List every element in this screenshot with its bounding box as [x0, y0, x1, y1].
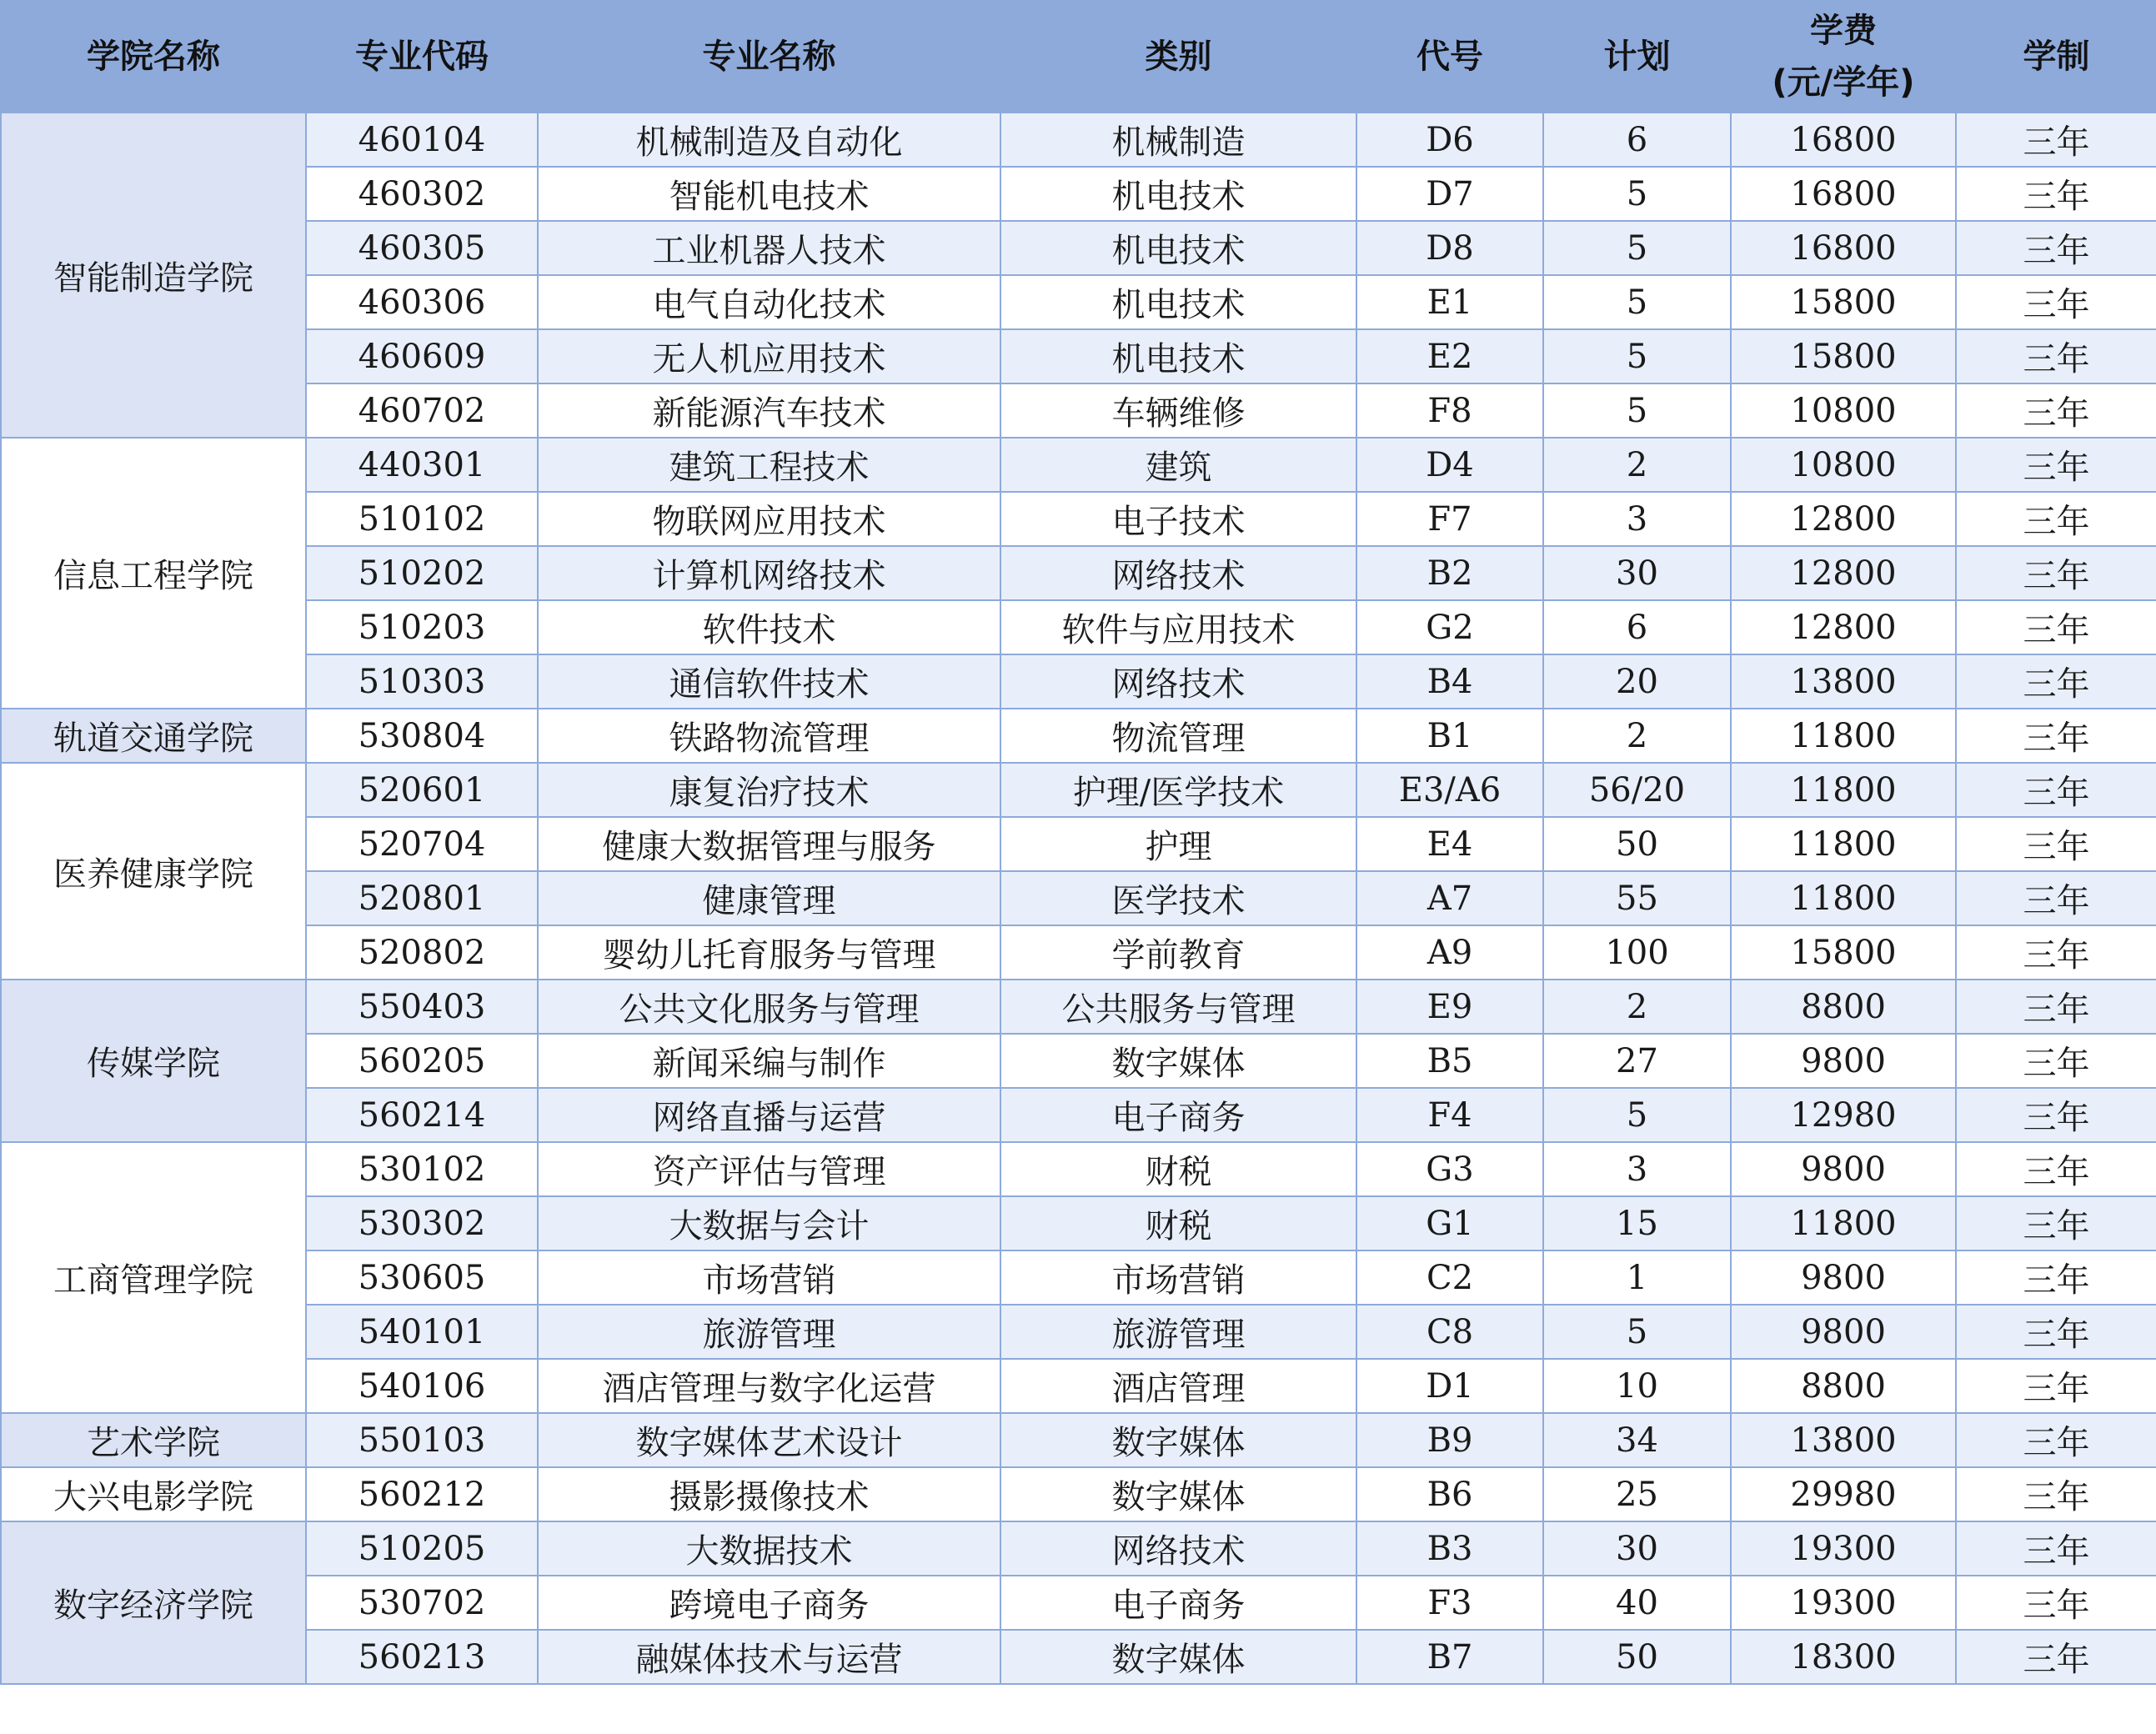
major-code-cell: 510205 [306, 1521, 538, 1576]
fee-cell: 12800 [1731, 492, 1956, 546]
major-name-cell: 机械制造及自动化 [538, 113, 1000, 167]
category-cell: 电子商务 [1000, 1088, 1356, 1142]
major-name-cell: 新能源汽车技术 [538, 383, 1000, 438]
fee-cell: 19300 [1731, 1521, 1956, 1576]
code-cell: G2 [1356, 600, 1543, 654]
category-cell: 财税 [1000, 1142, 1356, 1196]
plan-cell: 30 [1543, 1521, 1731, 1576]
plan-cell: 50 [1543, 1630, 1731, 1684]
category-cell: 护理 [1000, 817, 1356, 871]
header-category: 类别 [1000, 1, 1356, 113]
table-row [1, 1359, 2156, 1413]
category-cell: 网络技术 [1000, 1521, 1356, 1576]
major-code-cell: 520802 [306, 925, 538, 980]
category-cell: 数字媒体 [1000, 1467, 1356, 1521]
code-cell: B7 [1356, 1630, 1543, 1684]
duration-cell: 三年 [1956, 1250, 2156, 1305]
category-cell: 机电技术 [1000, 329, 1356, 383]
category-cell: 机电技术 [1000, 167, 1356, 221]
major-name-cell: 市场营销 [538, 1250, 1000, 1305]
college-name-cell: 数字经济学院 [1, 1521, 306, 1684]
major-code-cell: 530605 [306, 1250, 538, 1305]
plan-cell: 1 [1543, 1250, 1731, 1305]
college-name-cell: 智能制造学院 [1, 113, 306, 438]
code-cell: E4 [1356, 817, 1543, 871]
fee-cell: 11800 [1731, 817, 1956, 871]
major-code-cell: 540106 [306, 1359, 538, 1413]
major-name-cell: 建筑工程技术 [538, 438, 1000, 492]
table-row [1, 1142, 2156, 1196]
duration-cell: 三年 [1956, 1034, 2156, 1088]
duration-cell: 三年 [1956, 763, 2156, 817]
header-row [1, 1, 2156, 113]
code-cell: B3 [1356, 1521, 1543, 1576]
major-code-cell: 520704 [306, 817, 538, 871]
header-college: 学院名称 [1, 1, 306, 113]
table-row [1, 1088, 2156, 1142]
duration-cell: 三年 [1956, 438, 2156, 492]
fee-cell: 15800 [1731, 275, 1956, 329]
table-row [1, 1305, 2156, 1359]
plan-cell: 5 [1543, 383, 1731, 438]
duration-cell: 三年 [1956, 1196, 2156, 1250]
category-cell: 建筑 [1000, 438, 1356, 492]
duration-cell: 三年 [1956, 709, 2156, 763]
major-code-cell: 550103 [306, 1413, 538, 1467]
plan-cell: 3 [1543, 1142, 1731, 1196]
header-fee-line1: 学费 [1810, 12, 1877, 50]
major-name-cell: 大数据与会计 [538, 1196, 1000, 1250]
table-body [1, 113, 2156, 1684]
duration-cell: 三年 [1956, 329, 2156, 383]
table-row [1, 763, 2156, 817]
fee-cell: 18300 [1731, 1630, 1956, 1684]
major-name-cell: 资产评估与管理 [538, 1142, 1000, 1196]
category-cell: 软件与应用技术 [1000, 600, 1356, 654]
major-code-cell: 530804 [306, 709, 538, 763]
table-row [1, 1630, 2156, 1684]
duration-cell: 三年 [1956, 817, 2156, 871]
code-cell: D8 [1356, 221, 1543, 275]
fee-cell: 16800 [1731, 113, 1956, 167]
major-code-cell: 460104 [306, 113, 538, 167]
fee-cell: 9800 [1731, 1305, 1956, 1359]
major-code-cell: 510202 [306, 546, 538, 600]
duration-cell: 三年 [1956, 1521, 2156, 1576]
table-header [1, 1, 2156, 113]
fee-cell: 15800 [1731, 329, 1956, 383]
major-code-cell: 520601 [306, 763, 538, 817]
college-name-cell: 信息工程学院 [1, 438, 306, 709]
major-name-cell: 婴幼儿托育服务与管理 [538, 925, 1000, 980]
category-cell: 学前教育 [1000, 925, 1356, 980]
plan-cell: 40 [1543, 1576, 1731, 1630]
table-row [1, 1576, 2156, 1630]
plan-cell: 34 [1543, 1413, 1731, 1467]
plan-cell: 30 [1543, 546, 1731, 600]
fee-cell: 15800 [1731, 925, 1956, 980]
table-row [1, 1521, 2156, 1576]
major-name-cell: 健康管理 [538, 871, 1000, 925]
table-row [1, 817, 2156, 871]
code-cell: F4 [1356, 1088, 1543, 1142]
duration-cell: 三年 [1956, 980, 2156, 1034]
major-code-cell: 560213 [306, 1630, 538, 1684]
fee-cell: 13800 [1731, 1413, 1956, 1467]
college-name-cell: 大兴电影学院 [1, 1467, 306, 1521]
table-row [1, 600, 2156, 654]
code-cell: F8 [1356, 383, 1543, 438]
category-cell: 网络技术 [1000, 654, 1356, 709]
duration-cell: 三年 [1956, 221, 2156, 275]
duration-cell: 三年 [1956, 113, 2156, 167]
category-cell: 公共服务与管理 [1000, 980, 1356, 1034]
fee-cell: 10800 [1731, 438, 1956, 492]
table-row [1, 1413, 2156, 1467]
header-major-name: 专业名称 [538, 1, 1000, 113]
table-row [1, 329, 2156, 383]
major-name-cell: 工业机器人技术 [538, 221, 1000, 275]
category-cell: 数字媒体 [1000, 1034, 1356, 1088]
duration-cell: 三年 [1956, 1305, 2156, 1359]
major-code-cell: 510102 [306, 492, 538, 546]
major-name-cell: 智能机电技术 [538, 167, 1000, 221]
header-plan: 计划 [1543, 1, 1731, 113]
duration-cell: 三年 [1956, 1413, 2156, 1467]
major-code-cell: 510203 [306, 600, 538, 654]
fee-cell: 11800 [1731, 763, 1956, 817]
plan-cell: 25 [1543, 1467, 1731, 1521]
category-cell: 机械制造 [1000, 113, 1356, 167]
category-cell: 旅游管理 [1000, 1305, 1356, 1359]
fee-cell: 16800 [1731, 167, 1956, 221]
header-major-code: 专业代码 [306, 1, 538, 113]
category-cell: 物流管理 [1000, 709, 1356, 763]
major-name-cell: 公共文化服务与管理 [538, 980, 1000, 1034]
table-row [1, 1467, 2156, 1521]
fee-cell: 8800 [1731, 980, 1956, 1034]
duration-cell: 三年 [1956, 654, 2156, 709]
category-cell: 护理/医学技术 [1000, 763, 1356, 817]
major-name-cell: 计算机网络技术 [538, 546, 1000, 600]
duration-cell: 三年 [1956, 1630, 2156, 1684]
category-cell: 酒店管理 [1000, 1359, 1356, 1413]
fee-cell: 29980 [1731, 1467, 1956, 1521]
plan-cell: 10 [1543, 1359, 1731, 1413]
major-name-cell: 数字媒体艺术设计 [538, 1413, 1000, 1467]
plan-cell: 2 [1543, 980, 1731, 1034]
plan-cell: 5 [1543, 221, 1731, 275]
header-code: 代号 [1356, 1, 1543, 113]
major-name-cell: 酒店管理与数字化运营 [538, 1359, 1000, 1413]
category-cell: 机电技术 [1000, 221, 1356, 275]
fee-cell: 12800 [1731, 600, 1956, 654]
duration-cell: 三年 [1956, 167, 2156, 221]
major-name-cell: 康复治疗技术 [538, 763, 1000, 817]
major-name-cell: 融媒体技术与运营 [538, 1630, 1000, 1684]
table-row [1, 709, 2156, 763]
fee-cell: 10800 [1731, 383, 1956, 438]
code-cell: B1 [1356, 709, 1543, 763]
plan-cell: 55 [1543, 871, 1731, 925]
fee-cell: 19300 [1731, 1576, 1956, 1630]
plan-cell: 20 [1543, 654, 1731, 709]
table-row [1, 492, 2156, 546]
major-code-cell: 460305 [306, 221, 538, 275]
table-row [1, 871, 2156, 925]
fee-cell: 16800 [1731, 221, 1956, 275]
code-cell: B4 [1356, 654, 1543, 709]
code-cell: E1 [1356, 275, 1543, 329]
major-code-cell: 560214 [306, 1088, 538, 1142]
code-cell: D6 [1356, 113, 1543, 167]
fee-cell: 9800 [1731, 1034, 1956, 1088]
major-code-cell: 460306 [306, 275, 538, 329]
duration-cell: 三年 [1956, 1088, 2156, 1142]
major-name-cell: 网络直播与运营 [538, 1088, 1000, 1142]
header-duration: 学制 [1956, 1, 2156, 113]
code-cell: D1 [1356, 1359, 1543, 1413]
table-row [1, 980, 2156, 1034]
duration-cell: 三年 [1956, 925, 2156, 980]
fee-cell: 8800 [1731, 1359, 1956, 1413]
major-code-cell: 550403 [306, 980, 538, 1034]
major-code-cell: 530102 [306, 1142, 538, 1196]
plan-cell: 3 [1543, 492, 1731, 546]
table-row [1, 275, 2156, 329]
major-code-cell: 440301 [306, 438, 538, 492]
plan-cell: 5 [1543, 167, 1731, 221]
fee-cell: 12800 [1731, 546, 1956, 600]
code-cell: E3/A6 [1356, 763, 1543, 817]
code-cell: C8 [1356, 1305, 1543, 1359]
fee-cell: 12980 [1731, 1088, 1956, 1142]
table-row [1, 438, 2156, 492]
code-cell: D4 [1356, 438, 1543, 492]
category-cell: 财税 [1000, 1196, 1356, 1250]
major-code-cell: 510303 [306, 654, 538, 709]
code-cell: B5 [1356, 1034, 1543, 1088]
fee-cell: 9800 [1731, 1250, 1956, 1305]
table-row [1, 1196, 2156, 1250]
fee-cell: 11800 [1731, 709, 1956, 763]
table-row [1, 221, 2156, 275]
fee-cell: 11800 [1731, 871, 1956, 925]
code-cell: G1 [1356, 1196, 1543, 1250]
major-code-cell: 530302 [306, 1196, 538, 1250]
table-row [1, 1250, 2156, 1305]
category-cell: 数字媒体 [1000, 1413, 1356, 1467]
header-fee [1731, 1, 1956, 113]
major-code-cell: 560205 [306, 1034, 538, 1088]
major-name-cell: 软件技术 [538, 600, 1000, 654]
major-code-cell: 520801 [306, 871, 538, 925]
major-name-cell: 大数据技术 [538, 1521, 1000, 1576]
duration-cell: 三年 [1956, 275, 2156, 329]
plan-cell: 56/20 [1543, 763, 1731, 817]
plan-cell: 2 [1543, 438, 1731, 492]
table-row [1, 167, 2156, 221]
duration-cell: 三年 [1956, 600, 2156, 654]
table-row [1, 925, 2156, 980]
college-name-cell: 艺术学院 [1, 1413, 306, 1467]
major-name-cell: 摄影摄像技术 [538, 1467, 1000, 1521]
plan-cell: 6 [1543, 600, 1731, 654]
plan-cell: 15 [1543, 1196, 1731, 1250]
fee-cell: 13800 [1731, 654, 1956, 709]
fee-cell: 9800 [1731, 1142, 1956, 1196]
code-cell: D7 [1356, 167, 1543, 221]
plan-cell: 27 [1543, 1034, 1731, 1088]
plan-cell: 5 [1543, 329, 1731, 383]
category-cell: 电子商务 [1000, 1576, 1356, 1630]
code-cell: F3 [1356, 1576, 1543, 1630]
code-cell: B2 [1356, 546, 1543, 600]
duration-cell: 三年 [1956, 546, 2156, 600]
major-name-cell: 旅游管理 [538, 1305, 1000, 1359]
code-cell: C2 [1356, 1250, 1543, 1305]
duration-cell: 三年 [1956, 383, 2156, 438]
major-code-cell: 460609 [306, 329, 538, 383]
code-cell: A9 [1356, 925, 1543, 980]
plan-cell: 50 [1543, 817, 1731, 871]
major-code-cell: 540101 [306, 1305, 538, 1359]
college-name-cell: 轨道交通学院 [1, 709, 306, 763]
code-cell: B6 [1356, 1467, 1543, 1521]
college-name-cell: 工商管理学院 [1, 1142, 306, 1413]
table-row [1, 383, 2156, 438]
major-name-cell: 健康大数据管理与服务 [538, 817, 1000, 871]
major-name-cell: 电气自动化技术 [538, 275, 1000, 329]
plan-cell: 5 [1543, 1088, 1731, 1142]
duration-cell: 三年 [1956, 1142, 2156, 1196]
major-code-cell: 530702 [306, 1576, 538, 1630]
major-code-cell: 460702 [306, 383, 538, 438]
major-code-cell: 460302 [306, 167, 538, 221]
major-name-cell: 新闻采编与制作 [538, 1034, 1000, 1088]
code-cell: A7 [1356, 871, 1543, 925]
category-cell: 电子技术 [1000, 492, 1356, 546]
code-cell: F7 [1356, 492, 1543, 546]
major-name-cell: 铁路物流管理 [538, 709, 1000, 763]
table-row [1, 546, 2156, 600]
code-cell: E2 [1356, 329, 1543, 383]
major-code-cell: 560212 [306, 1467, 538, 1521]
college-name-cell: 医养健康学院 [1, 763, 306, 980]
duration-cell: 三年 [1956, 1359, 2156, 1413]
duration-cell: 三年 [1956, 1467, 2156, 1521]
plan-cell: 6 [1543, 113, 1731, 167]
category-cell: 市场营销 [1000, 1250, 1356, 1305]
table-row [1, 1034, 2156, 1088]
plan-cell: 5 [1543, 1305, 1731, 1359]
major-name-cell: 物联网应用技术 [538, 492, 1000, 546]
college-name-cell: 传媒学院 [1, 980, 306, 1142]
table-row [1, 113, 2156, 167]
category-cell: 医学技术 [1000, 871, 1356, 925]
major-name-cell: 跨境电子商务 [538, 1576, 1000, 1630]
code-cell: B9 [1356, 1413, 1543, 1467]
category-cell: 网络技术 [1000, 546, 1356, 600]
major-name-cell: 无人机应用技术 [538, 329, 1000, 383]
fee-cell: 11800 [1731, 1196, 1956, 1250]
code-cell: G3 [1356, 1142, 1543, 1196]
category-cell: 数字媒体 [1000, 1630, 1356, 1684]
duration-cell: 三年 [1956, 871, 2156, 925]
category-cell: 车辆维修 [1000, 383, 1356, 438]
duration-cell: 三年 [1956, 1576, 2156, 1630]
category-cell: 机电技术 [1000, 275, 1356, 329]
plan-cell: 2 [1543, 709, 1731, 763]
table-row [1, 654, 2156, 709]
duration-cell: 三年 [1956, 492, 2156, 546]
code-cell: E9 [1356, 980, 1543, 1034]
plan-cell: 5 [1543, 275, 1731, 329]
major-name-cell: 通信软件技术 [538, 654, 1000, 709]
plan-cell: 100 [1543, 925, 1731, 980]
header-fee-line2: (元/学年) [1772, 63, 1915, 102]
